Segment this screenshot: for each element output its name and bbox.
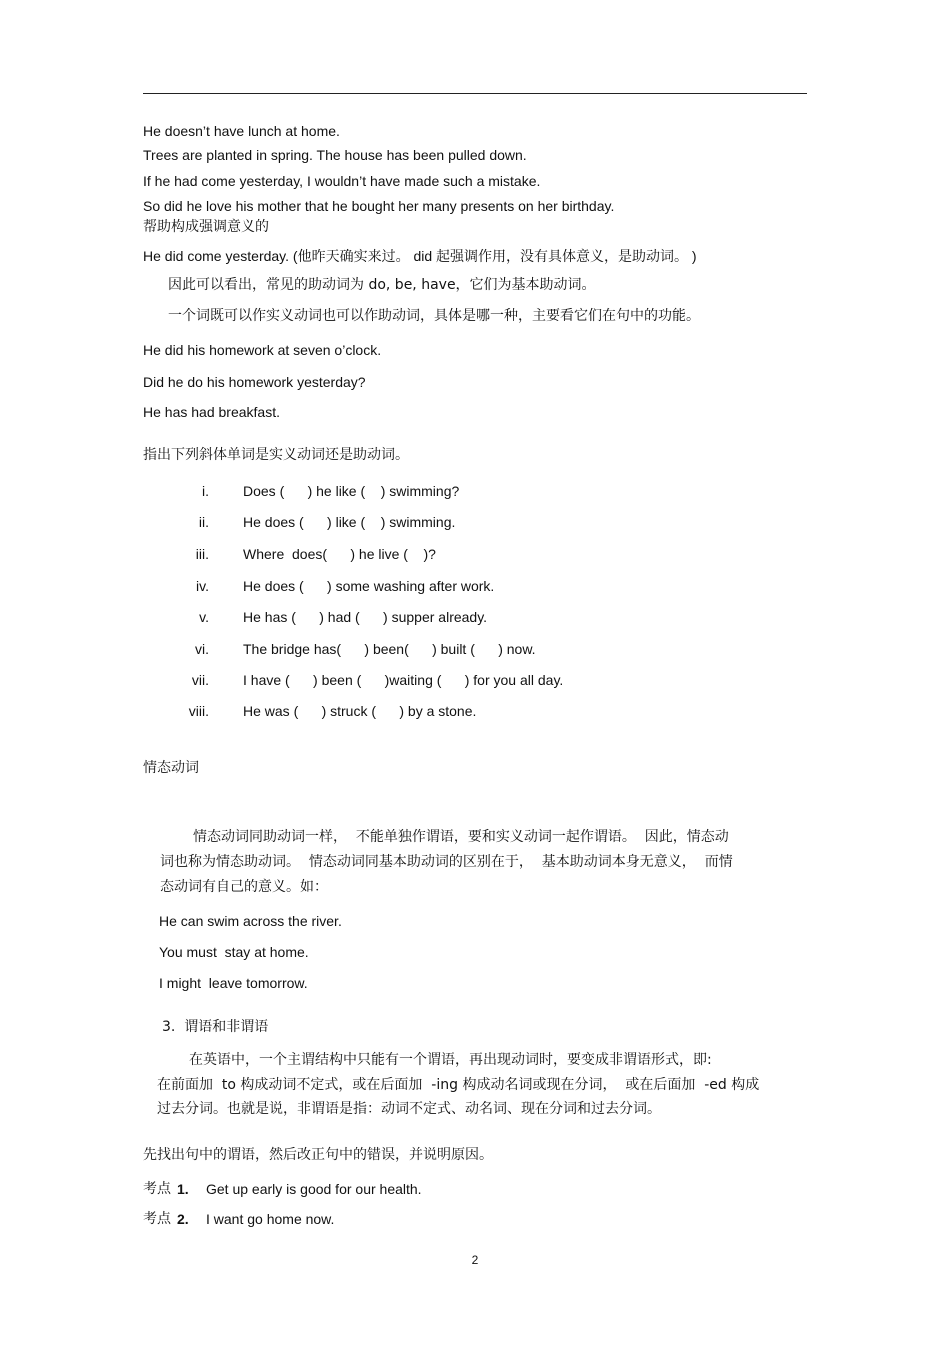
page-number: 2 bbox=[471, 1253, 479, 1267]
exercise-number: iii. bbox=[195, 546, 209, 562]
exercise-item: He does ( ) like ( ) swimming. bbox=[243, 514, 456, 530]
example-sentence: He has had breakfast. bbox=[143, 404, 280, 420]
example-sentence: Did he do his homework yesterday? bbox=[143, 374, 366, 390]
exercise-item: I have ( ) been ( )waiting ( ) for you all day. bbox=[243, 672, 564, 688]
exercise-instruction: 指出下列斜体单词是实义动词还是助动词。 bbox=[143, 447, 409, 463]
kaodian-sentence: I want go home now. bbox=[206, 1211, 335, 1227]
kaodian-label: 考点 bbox=[143, 1181, 171, 1197]
exercise-number: vii. bbox=[191, 672, 209, 688]
example-sentence: If he had come yesterday, I wouldn’t have made such a mistake. bbox=[143, 173, 541, 189]
example-sentence: Trees are planted in spring. The house has been pulled down. bbox=[143, 147, 527, 163]
kaodian-label: 考点 bbox=[143, 1211, 171, 1227]
kaodian-number: 1. bbox=[177, 1181, 189, 1197]
exercise-item: He does ( ) some washing after work. bbox=[243, 578, 495, 594]
modal-paragraph-line: 情态动词同助动词一样， 不能单独作谓语，要和实义动词一起作谓语。 因此，情态动 bbox=[193, 829, 729, 845]
exercise-item: Does ( ) he like ( ) swimming? bbox=[243, 483, 460, 499]
section-heading: 3. 谓语和非谓语 bbox=[162, 1019, 269, 1035]
exercise-number: v. bbox=[199, 609, 209, 625]
example-sentence: He did his homework at seven o’clock. bbox=[143, 342, 382, 358]
section-paragraph-line: 在前面加 to 构成动词不定式，或在后面加 -ing 构成动名词或现在分词， 或在后面加 -ed 构成 bbox=[157, 1077, 760, 1093]
summary-line: 一个词既可以作实义动词也可以作助动词，具体是哪一种，主要看它们在句中的功能。 bbox=[168, 308, 700, 324]
example-sentence: I might leave tomorrow. bbox=[159, 975, 308, 991]
kaodian-number: 2. bbox=[177, 1211, 189, 1227]
modal-heading: 情态动词 bbox=[143, 760, 199, 776]
exercise-number: i. bbox=[202, 483, 209, 499]
header-rule bbox=[143, 93, 807, 94]
exercise-item: Where does( ) he live ( )? bbox=[243, 546, 436, 562]
exercise-number: viii. bbox=[188, 703, 209, 719]
emphasis-example: He did come yesterday. (他昨天确实来过。 did 起强调作用，没有具体意义，是助动词。 ) bbox=[143, 248, 697, 264]
emphasis-heading: 帮助构成强调意义的 bbox=[143, 219, 269, 235]
example-sentence: So did he love his mother that he bought her many presents on her birthday. bbox=[143, 198, 615, 214]
example-sentence: You must stay at home. bbox=[159, 944, 309, 960]
example-sentence: He can swim across the river. bbox=[159, 913, 342, 929]
section-paragraph-line: 过去分词。也就是说，非谓语是指：动词不定式、动名词、现在分词和过去分词。 bbox=[157, 1101, 661, 1117]
modal-paragraph-line: 词也称为情态助动词。 情态动词同基本助动词的区别在于， 基本助动词本身无意义， 而情 bbox=[160, 854, 733, 870]
exercise-item: He has ( ) had ( ) supper already. bbox=[243, 609, 488, 625]
modal-paragraph-line: 态动词有自己的意义。如： bbox=[160, 879, 328, 895]
exercise-number: iv. bbox=[196, 578, 209, 594]
summary-line: 因此可以看出，常见的助动词为 do, be, have，它们为基本助动词。 bbox=[168, 277, 596, 293]
task-instruction: 先找出句中的谓语，然后改正句中的错误，并说明原因。 bbox=[143, 1147, 493, 1163]
exercise-number: vi. bbox=[195, 641, 209, 657]
exercise-number: ii. bbox=[198, 514, 209, 530]
section-paragraph-line: 在英语中，一个主谓结构中只能有一个谓语，再出现动词时，要变成非谓语形式，即: bbox=[189, 1052, 712, 1068]
example-sentence: He doesn’t have lunch at home. bbox=[143, 123, 340, 139]
exercise-item: He was ( ) struck ( ) by a stone. bbox=[243, 703, 477, 719]
kaodian-sentence: Get up early is good for our health. bbox=[206, 1181, 422, 1197]
exercise-item: The bridge has( ) been( ) built ( ) now. bbox=[243, 641, 536, 657]
